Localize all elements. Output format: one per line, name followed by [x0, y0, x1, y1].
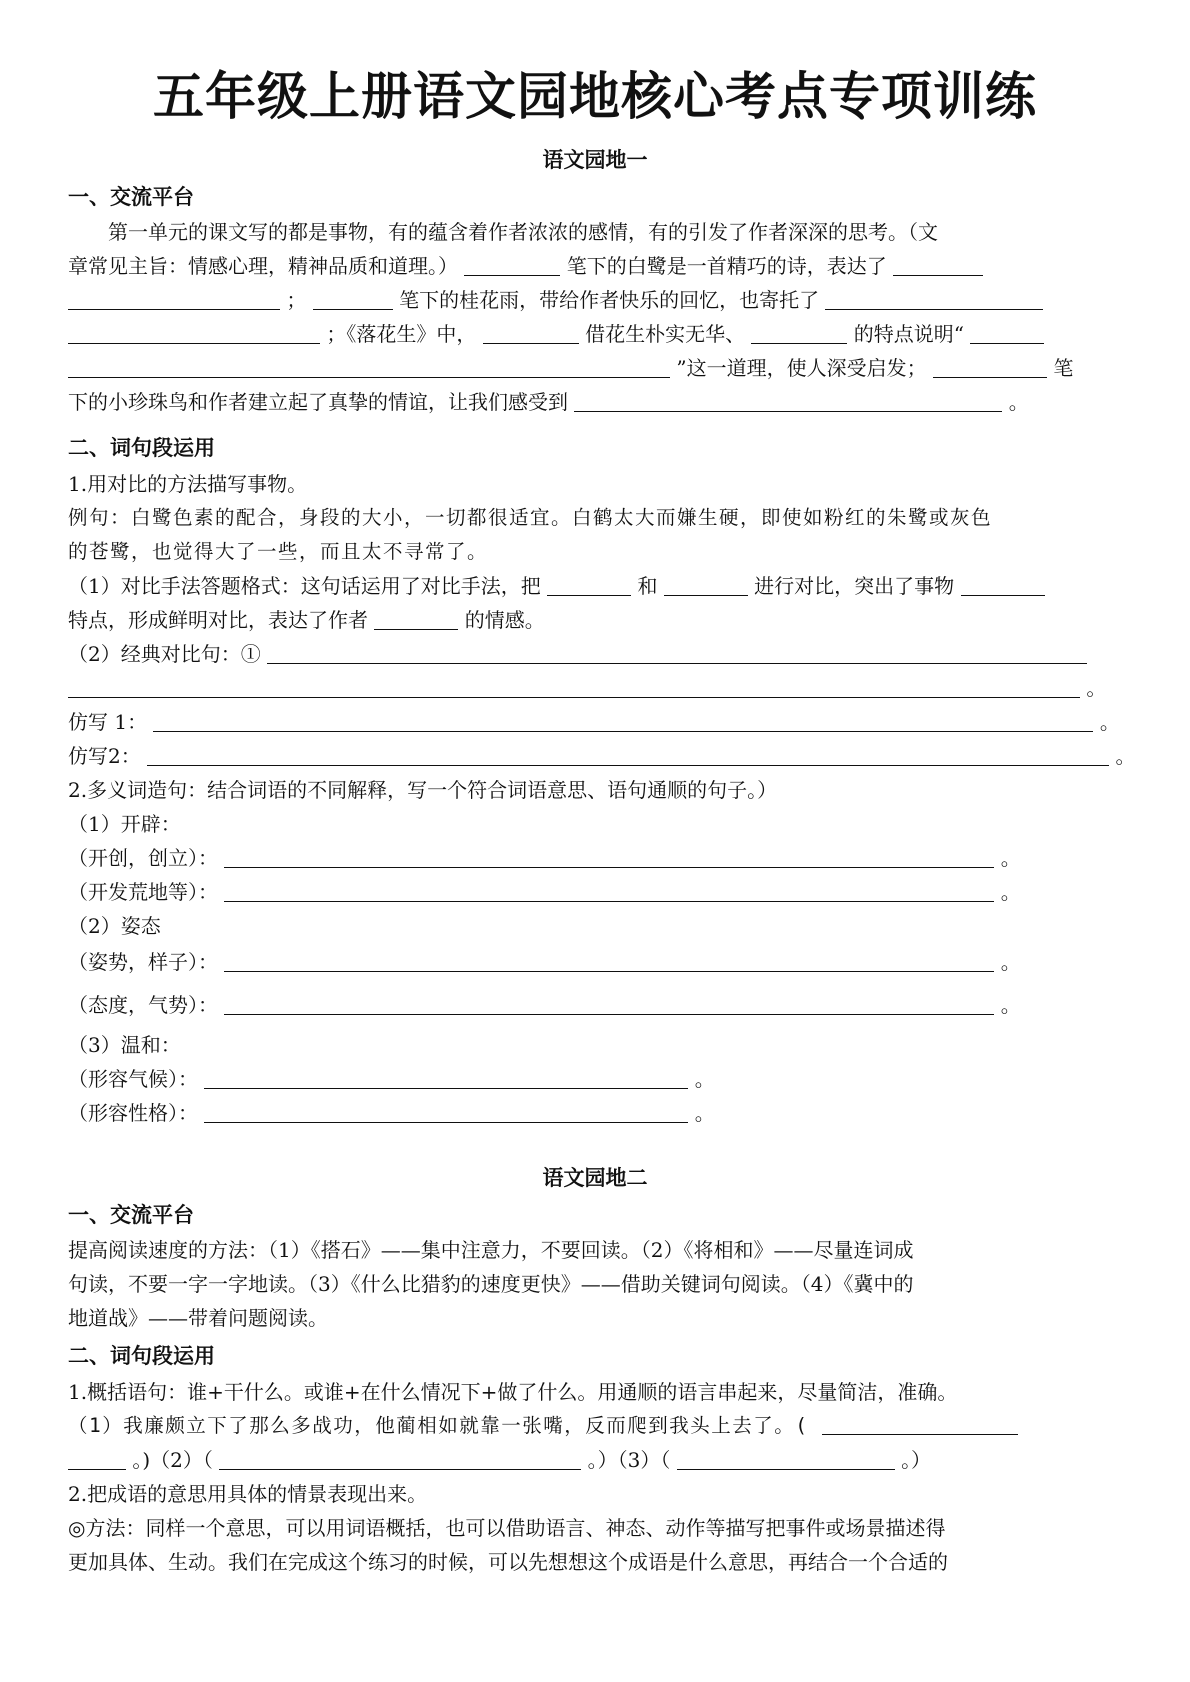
answer-blank[interactable]	[153, 711, 1093, 732]
subsection-title-exchange-platform: 一、交流平台	[68, 185, 194, 209]
subsection-title-exchange-platform: 一、交流平台	[68, 1203, 194, 1227]
imitation-2: 仿写2： 。	[68, 744, 1136, 768]
question-1-part-1: （1）我廉颇立下了那么多战功，他蔺相如就靠一张嘴，反而爬到我头上去了。(	[68, 1411, 1018, 1441]
answer-blank[interactable]	[68, 323, 320, 344]
answer-blank[interactable]	[219, 1449, 581, 1470]
subsection-title-word-usage: 二、词句段运用	[68, 1344, 215, 1368]
paragraph-line: 下的小珍珠鸟和作者建立起了真挚的情谊，让我们感受到 。	[68, 390, 1029, 414]
paragraph-line: ”这一道理，使人深受启发； 笔	[68, 353, 1073, 383]
answer-blank[interactable]	[961, 575, 1045, 596]
paragraph-line: ；《落花生》中， 借花生朴实无华、 的特点说明“	[68, 319, 1044, 349]
paragraph-line: 第一单元的课文写的都是事物，有的蕴含着作者浓浓的感情，有的引发了作者深深的思考。（文	[108, 220, 938, 244]
paragraph-line: 章常见主旨：情感心理，精神品质和道理。） 笔下的白鹭是一首精巧的诗，表达了	[68, 251, 983, 281]
example-sentence-line: 例句：白鹭色素的配合，身段的大小，一切都很适宜。白鹤太大而嫌生硬，即使如粉红的朱鹭或灰色	[68, 506, 993, 529]
question-1: 1.概括语句：谁+干什么。或谁+在什么情况下+做了什么。用通顺的语言串起来，尽量简洁，准确。	[68, 1380, 958, 1404]
answer-blank[interactable]	[204, 1068, 688, 1089]
paragraph-line: 句读，不要一字一字地读。（3）《什么比猎豹的速度更快》——借助关键词句阅读。（4）《冀中的	[68, 1272, 914, 1296]
imitation-1: 仿写 1： 。	[68, 710, 1120, 734]
question-2: 2.把成语的意思用具体的情景表现出来。	[68, 1482, 428, 1506]
paragraph-line: ； 笔下的桂花雨，带给作者快乐的回忆，也寄托了	[68, 285, 1043, 315]
answer-blank[interactable]	[822, 1414, 1018, 1435]
answer-blank[interactable]	[751, 323, 847, 344]
page-title: 五年级上册语文园地核心考点专项训练	[152, 68, 1037, 127]
answer-blank[interactable]	[224, 951, 994, 972]
section-heading-garden-1: 语文园地一	[542, 148, 648, 172]
answer-blank[interactable]	[68, 677, 1080, 698]
question-1-part-2: （2）经典对比句：①	[68, 639, 1087, 669]
answer-blank[interactable]	[970, 323, 1044, 344]
answer-blank[interactable]	[893, 255, 983, 276]
answer-blank[interactable]	[574, 391, 1002, 412]
section-heading-garden-2: 语文园地二	[542, 1166, 648, 1190]
answer-blank[interactable]	[483, 323, 579, 344]
question-1-part-1: 特点，形成鲜明对比，表达了作者 的情感。	[68, 608, 545, 632]
question-2: 2.多义词造句：结合词语的不同解释，写一个符合词语意思、语句通顺的句子。）	[68, 778, 778, 802]
answer-blank[interactable]	[664, 575, 748, 596]
method-line: 更加具体、生动。我们在完成这个练习的时候，可以先想想这个成语是什么意思，再结合一个合适的	[68, 1550, 948, 1574]
sentence-row: （姿势，样子）： 。	[68, 950, 1021, 974]
answer-blank[interactable]	[464, 255, 560, 276]
question-1-part-2: 。	[68, 673, 1106, 703]
sentence-row: （态度，气势）： 。	[68, 993, 1021, 1017]
paragraph-line: 地道战》——带着问题阅读。	[68, 1306, 328, 1330]
question-1-part-1: （1）对比手法答题格式：这句话运用了对比手法，把 和 进行对比，突出了事物	[68, 571, 1045, 601]
answer-blank[interactable]	[68, 1449, 126, 1470]
answer-blank[interactable]	[147, 745, 1109, 766]
answer-blank[interactable]	[224, 881, 994, 902]
word-zitai: （2）姿态	[68, 914, 161, 938]
answer-blank[interactable]	[224, 847, 994, 868]
answer-blank[interactable]	[374, 609, 458, 630]
answer-blank[interactable]	[547, 575, 631, 596]
sentence-row: （形容性格）： 。	[68, 1101, 715, 1125]
sentence-row: （形容气候）： 。	[68, 1067, 715, 1091]
answer-blank[interactable]	[313, 289, 393, 310]
answer-blank[interactable]	[267, 643, 1087, 664]
answer-blank[interactable]	[68, 289, 280, 310]
method-line: ◎方法：同样一个意思，可以用词语概括，也可以借助语言、神态、动作等描写把事件或场景描述得	[68, 1516, 946, 1540]
example-sentence-line: 的苍鹭，也觉得大了一些，而且太不寻常了。	[68, 540, 489, 563]
answer-blank[interactable]	[204, 1102, 688, 1123]
word-wenhe: （3）温和：	[68, 1033, 181, 1057]
paragraph-line: 提高阅读速度的方法：（1）《搭石》——集中注意力，不要回读。（2）《将相和》——尽量连词成	[68, 1238, 914, 1262]
answer-blank[interactable]	[933, 357, 1047, 378]
question-1: 1.用对比的方法描写事物。	[68, 472, 308, 496]
answer-blank[interactable]	[224, 994, 994, 1015]
sentence-row: （开发荒地等）： 。	[68, 880, 1021, 904]
answer-blank[interactable]	[68, 357, 670, 378]
sentence-row: （开创，创立）： 。	[68, 846, 1021, 870]
word-kaipi: （1）开辟：	[68, 812, 181, 836]
question-1-parts: 。)（2）（ 。）（3）（ 。）	[68, 1445, 931, 1475]
subsection-title-word-usage: 二、词句段运用	[68, 436, 215, 460]
answer-blank[interactable]	[825, 289, 1043, 310]
answer-blank[interactable]	[677, 1449, 895, 1470]
